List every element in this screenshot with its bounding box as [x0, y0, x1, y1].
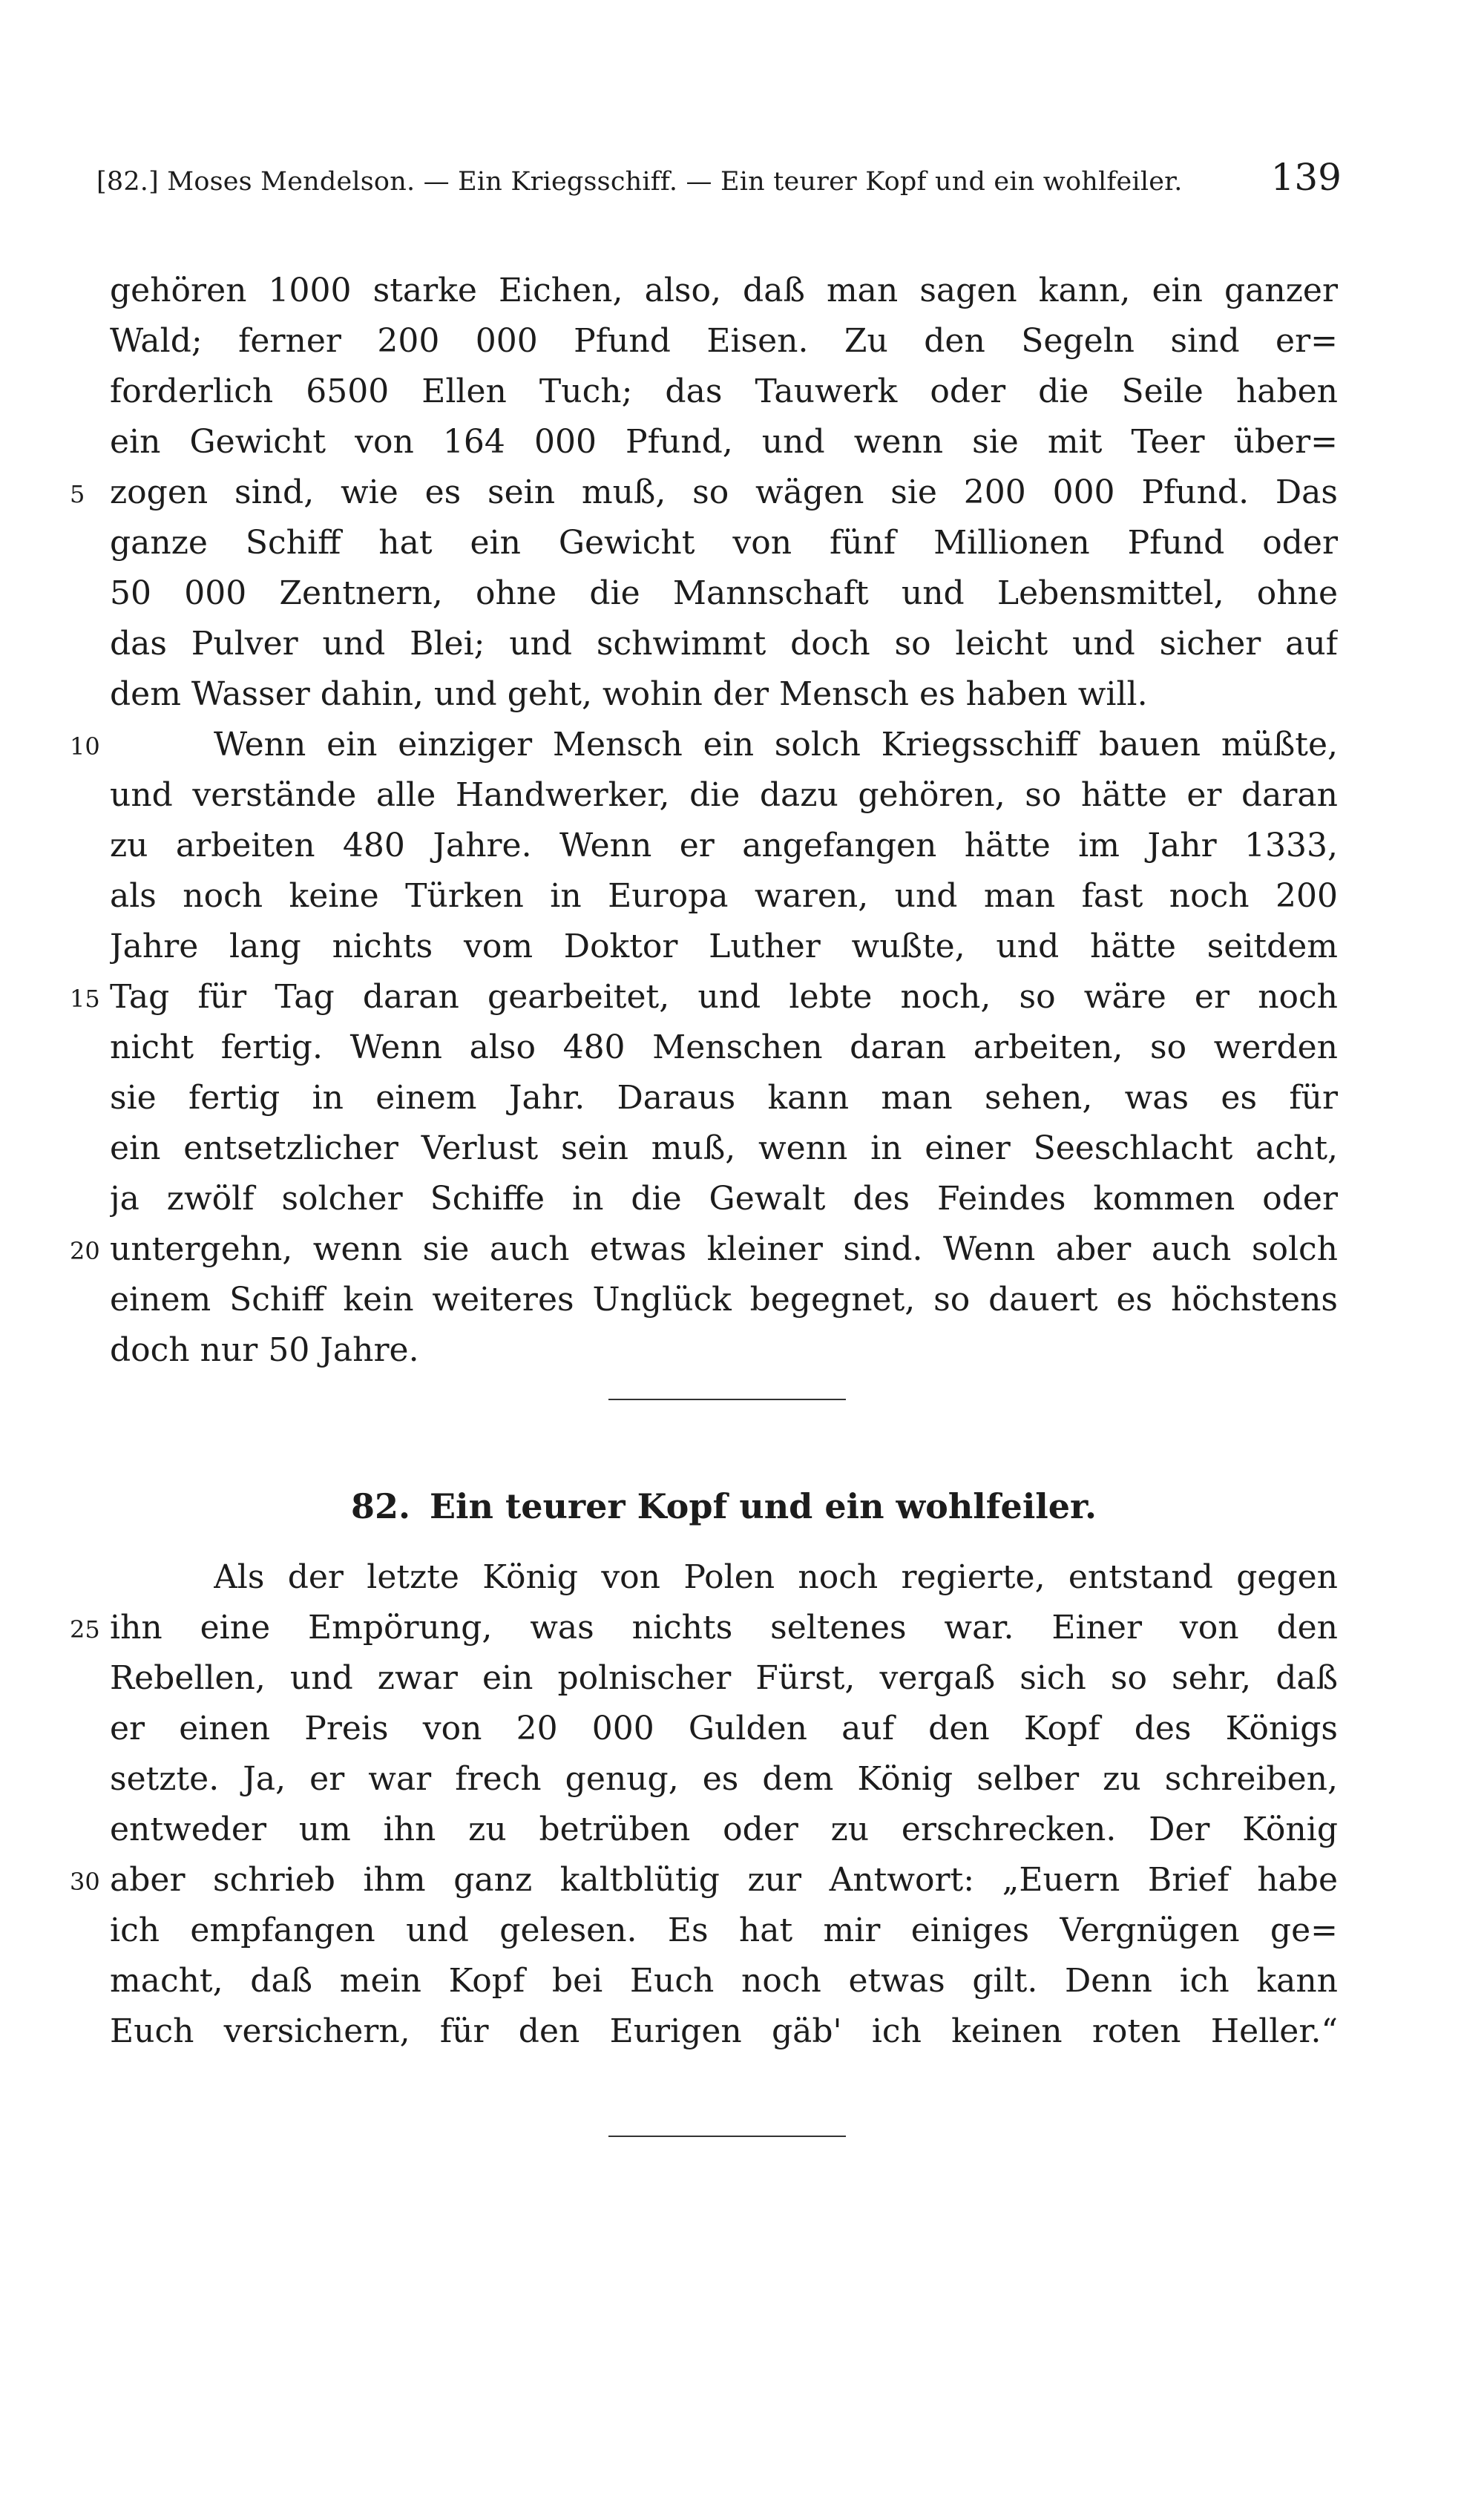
text-line: als noch keine Türken in Europa waren, und man fast noch 200 [110, 877, 1338, 915]
text-line: Wenn ein einziger Mensch ein solch Kriegsschiff bauen müßte, [214, 726, 1338, 764]
text-line: untergehn, wenn sie auch etwas kleiner sind. Wenn aber auch solch [110, 1230, 1338, 1268]
text-line: und verstände alle Handwerker, die dazu gehören, so hätte er daran [110, 776, 1338, 814]
text-line: aber schrieb ihm ganz kaltblütig zur Antwort: „Euern Brief habe [110, 1861, 1338, 1899]
text-line: Jahre lang nichts vom Doktor Luther wußte, und hätte seitdem [110, 928, 1338, 965]
section-number: 82. [350, 1486, 410, 1526]
page-header [96, 156, 1342, 208]
text-line: zu arbeiten 480 Jahre. Wenn er angefangen hätte im Jahr 1333, [110, 827, 1338, 864]
text-line: Euch versichern, für den Eurigen gäb' ich keinen roten Heller.“ [110, 2012, 1338, 2050]
text-line: ein entsetzlicher Verlust sein muß, wenn in einer Seeschlacht acht, [110, 1129, 1338, 1167]
text-line: forderlich 6500 Ellen Tuch; das Tauwerk oder die Seile haben [110, 372, 1338, 410]
text-line: gehören 1000 starke Eichen, also, daß man sagen kann, ein ganzer [110, 272, 1338, 309]
line-number: 20 [70, 1237, 100, 1265]
line-number: 30 [70, 1868, 100, 1896]
section-heading [110, 1477, 1338, 1536]
section-title: Ein teurer Kopf und ein wohlfeiler. [429, 1486, 1097, 1526]
text-line: er einen Preis von 20 000 Gulden auf den Kopf des Königs [110, 1710, 1338, 1747]
text-line: zogen sind, wie es sein muß, so wägen sie 200 000 Pfund. Das [110, 473, 1338, 511]
text-line: Rebellen, und zwar ein polnischer Fürst, vergaß sich so sehr, daß [110, 1659, 1338, 1697]
running-title: [82.] Moses Mendelson. — Ein Kriegsschiff. — Ein teurer Kopf und ein wohlfeiler. [96, 167, 1183, 197]
page-number: 139 [1270, 156, 1342, 199]
text-line: Wald; ferner 200 000 Pfund Eisen. Zu den Segeln sind er= [110, 322, 1338, 360]
text-line: ein Gewicht von 164 000 Pfund, und wenn sie mit Teer über= [110, 423, 1338, 461]
text-line: entweder um ihn zu betrüben oder zu erschrecken. Der König [110, 1811, 1338, 1848]
text-line: 50 000 Zentnern, ohne die Mannschaft und Lebensmittel, ohne [110, 574, 1338, 612]
text-line: setzte. Ja, er war frech genug, es dem König selber zu schreiben, [110, 1760, 1338, 1798]
text-line: das Pulver und Blei; und schwimmt doch so leicht und sicher auf [110, 625, 1338, 663]
text-line: ganze Schiff hat ein Gewicht von fünf Millionen Pfund oder [110, 524, 1338, 562]
line-number: 5 [70, 480, 85, 508]
line-number: 10 [70, 732, 100, 761]
text-line: ja zwölf solcher Schiffe in die Gewalt des Feindes kommen oder [110, 1180, 1338, 1218]
closing-divider [608, 2136, 846, 2137]
text-line: Als der letzte König von Polen noch regierte, entstand gegen [214, 1558, 1338, 1596]
section-divider [608, 1399, 846, 1400]
line-number: 25 [70, 1615, 100, 1644]
text-line: ich empfangen und gelesen. Es hat mir einiges Vergnügen ge= [110, 1911, 1338, 1949]
text-line: einem Schiff kein weiteres Unglück begegnet, so dauert es höchstens [110, 1281, 1338, 1319]
line-number: 15 [70, 985, 100, 1013]
text-line: macht, daß mein Kopf bei Euch noch etwas gilt. Denn ich kann [110, 1962, 1338, 2000]
text-line: doch nur 50 Jahre. [110, 1331, 419, 1369]
text-line: ihn eine Empörung, was nichts seltenes war. Einer von den [110, 1609, 1338, 1647]
text-line: nicht fertig. Wenn also 480 Menschen daran arbeiten, so werden [110, 1028, 1338, 1066]
text-line: Tag für Tag daran gearbeitet, und lebte noch, so wäre er noch [110, 978, 1338, 1016]
text-line: sie fertig in einem Jahr. Daraus kann man sehen, was es für [110, 1079, 1338, 1117]
text-line: dem Wasser dahin, und geht, wohin der Mensch es haben will. [110, 675, 1148, 713]
